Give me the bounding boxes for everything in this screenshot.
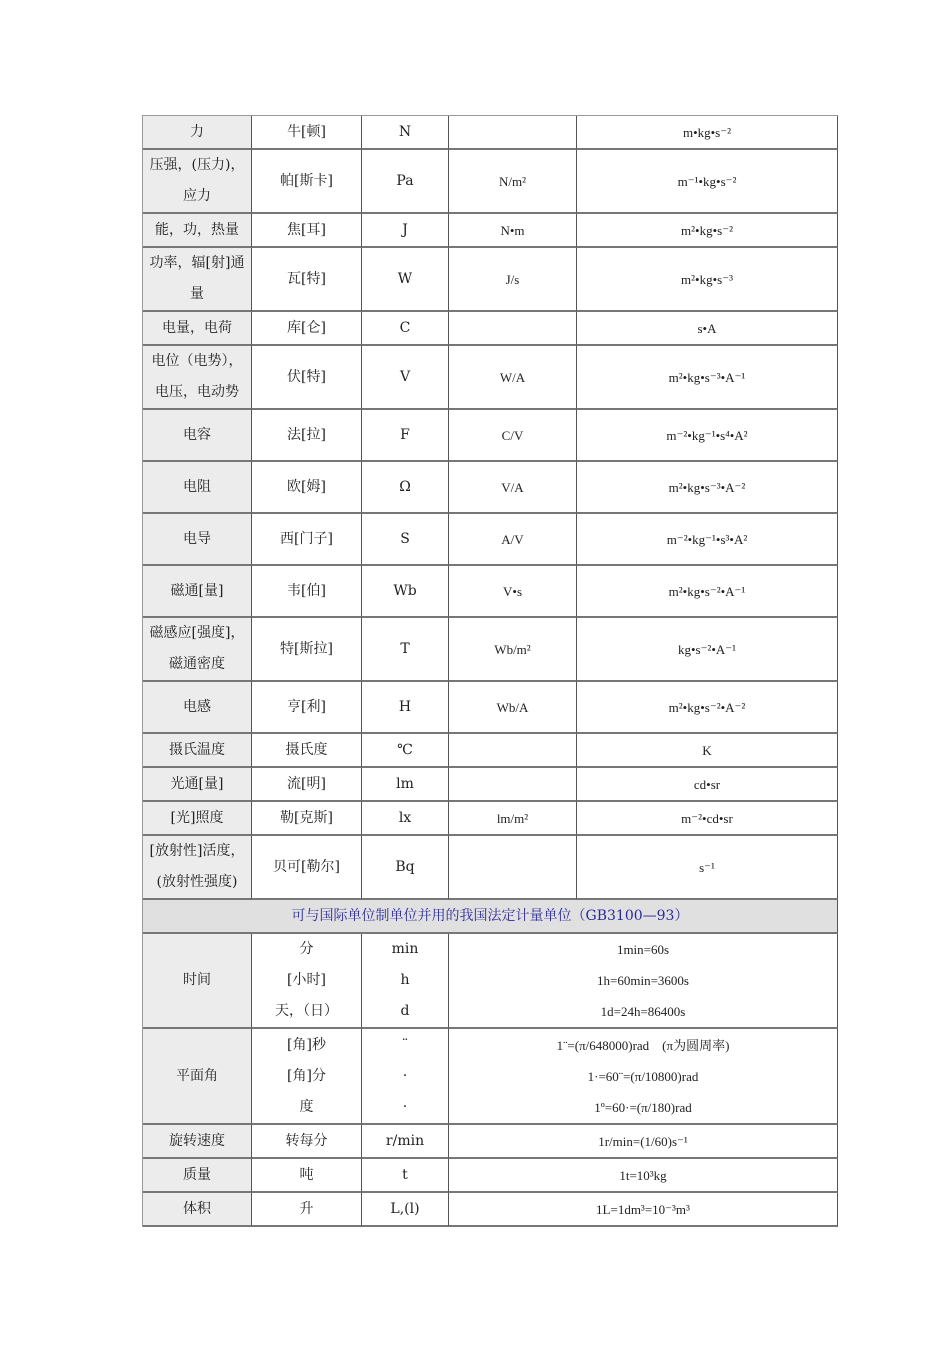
table-row	[143, 734, 838, 768]
unit-name	[252, 1029, 362, 1125]
base-unit-expression: m⁻²•kg⁻¹•s³•A²	[577, 514, 838, 566]
unit-symbol: V	[362, 346, 449, 410]
unit-symbol	[362, 934, 449, 1029]
table-row	[143, 768, 838, 802]
unit-symbol: S	[362, 514, 449, 566]
unit-name-line: 分	[299, 941, 314, 957]
unit-name: 摄氏度	[252, 734, 362, 768]
quantity-name: 电阻	[143, 462, 252, 514]
quantity-name: 摄氏温度	[143, 734, 252, 768]
unit-symbol: ℃	[362, 734, 449, 768]
base-unit-expression: m²•kg•s⁻³	[577, 248, 838, 312]
unit-name-line: 吨	[299, 1166, 314, 1183]
base-unit-expression: K	[577, 734, 838, 768]
unit-symbol-line: ·	[402, 1098, 408, 1115]
other-si-expression	[449, 312, 577, 346]
unit-name-line: [角]秒	[287, 1036, 326, 1053]
base-unit-expression: m•kg•s⁻²	[577, 116, 838, 150]
base-unit-expression: s•A	[577, 312, 838, 346]
unit-name: 伏[特]	[252, 346, 362, 410]
unit-relation-line: 1¨=(π/648000)rad (π为圆周率)	[556, 1037, 730, 1053]
table-row	[143, 618, 838, 682]
unit-symbol-line: d	[400, 1003, 410, 1019]
quantity-name: 体积	[143, 1193, 252, 1227]
unit-name-line: 度	[299, 1098, 314, 1115]
other-si-expression: Wb/m²	[449, 618, 577, 682]
unit-symbol: Ω	[362, 462, 449, 514]
quantity-name: 电量，电荷	[143, 312, 252, 346]
unit-relation	[449, 1125, 838, 1159]
other-si-expression: V/A	[449, 462, 577, 514]
quantity-name: 电容	[143, 410, 252, 462]
quantity-name: 压强，(压力)，应力	[143, 150, 252, 214]
table-row	[143, 802, 838, 836]
other-si-expression: A/V	[449, 514, 577, 566]
quantity-name: 磁通[量]	[143, 566, 252, 618]
unit-name	[252, 934, 362, 1029]
unit-symbol	[362, 1159, 449, 1193]
table-row	[143, 312, 838, 346]
unit-relation-line: 1d=24h=86400s	[600, 1004, 686, 1019]
unit-name: 特[斯拉]	[252, 618, 362, 682]
unit-symbol	[362, 1029, 449, 1125]
base-unit-expression: cd•sr	[577, 768, 838, 802]
table-row	[143, 1125, 838, 1159]
section-title: 可与国际单位制单位并用的我国法定计量单位（GB3100—93）	[143, 900, 838, 934]
unit-name: 瓦[特]	[252, 248, 362, 312]
quantity-name: 电位（电势），电压，电动势	[143, 346, 252, 410]
table-row	[143, 1029, 838, 1125]
section-header-row	[143, 900, 838, 934]
unit-name: 帕[斯卡]	[252, 150, 362, 214]
table-row	[143, 836, 838, 900]
other-si-expression	[449, 734, 577, 768]
unit-symbol-line: h	[400, 972, 410, 988]
unit-symbol-line: ¨	[401, 1036, 409, 1053]
unit-name: 欧[姆]	[252, 462, 362, 514]
quantity-name: 旋转速度	[143, 1125, 252, 1159]
quantity-name: 质量	[143, 1159, 252, 1193]
base-unit-expression: m²•kg•s⁻³•A⁻²	[577, 462, 838, 514]
unit-relation-line: 1h=60min=3600s	[597, 973, 689, 988]
unit-name: 贝可[勒尔]	[252, 836, 362, 900]
unit-symbol: C	[362, 312, 449, 346]
other-si-expression: Wb/A	[449, 682, 577, 734]
units-table	[142, 115, 838, 1227]
quantity-name: 能，功，热量	[143, 214, 252, 248]
other-si-expression: J/s	[449, 248, 577, 312]
unit-relation-line: 1·=60¨=(π/10800)rad	[587, 1068, 699, 1084]
table-row	[143, 1193, 838, 1227]
unit-symbol: Bq	[362, 836, 449, 900]
other-si-expression: lm/m²	[449, 802, 577, 836]
table-row	[143, 1159, 838, 1193]
unit-relation	[449, 1159, 838, 1193]
quantity-name: [放射性]活度，(放射性强度)	[143, 836, 252, 900]
unit-symbol-line: ·	[402, 1067, 408, 1084]
unit-relation	[449, 934, 838, 1029]
other-si-expression: N•m	[449, 214, 577, 248]
base-unit-expression: kg•s⁻²•A⁻¹	[577, 618, 838, 682]
table-row	[143, 150, 838, 214]
other-si-expression	[449, 116, 577, 150]
quantity-name: 电感	[143, 682, 252, 734]
unit-relation-line: 1t=10³kg	[619, 1167, 667, 1183]
unit-name: 牛[顿]	[252, 116, 362, 150]
base-unit-expression: m⁻²•kg⁻¹•s⁴•A²	[577, 410, 838, 462]
table-row	[143, 682, 838, 734]
unit-name: 焦[耳]	[252, 214, 362, 248]
unit-name-line: 天，（日）	[275, 1003, 338, 1019]
unit-relation-line: 1r/min=(1/60)s⁻¹	[598, 1133, 688, 1149]
table-row	[143, 410, 838, 462]
table-row	[143, 214, 838, 248]
unit-name: 法[拉]	[252, 410, 362, 462]
base-unit-expression: m²•kg•s⁻²•A⁻¹	[577, 566, 838, 618]
unit-symbol	[362, 1193, 449, 1227]
unit-name: 库[仑]	[252, 312, 362, 346]
table-row	[143, 566, 838, 618]
unit-symbol: T	[362, 618, 449, 682]
unit-symbol: N	[362, 116, 449, 150]
table-row	[143, 116, 838, 150]
quantity-name: 时间	[143, 934, 252, 1029]
quantity-name: [光]照度	[143, 802, 252, 836]
table-row	[143, 462, 838, 514]
base-unit-expression: m²•kg•s⁻²	[577, 214, 838, 248]
table-row	[143, 514, 838, 566]
unit-name	[252, 1125, 362, 1159]
unit-name: 勒[克斯]	[252, 802, 362, 836]
quantity-name: 力	[143, 116, 252, 150]
unit-symbol: H	[362, 682, 449, 734]
unit-symbol-line: L,(l)	[390, 1200, 420, 1217]
other-si-expression: V•s	[449, 566, 577, 618]
quantity-name: 功率，辐[射]通量	[143, 248, 252, 312]
unit-symbol	[362, 1125, 449, 1159]
other-si-expression: C/V	[449, 410, 577, 462]
unit-name: 西[门子]	[252, 514, 362, 566]
unit-symbol: Wb	[362, 566, 449, 618]
unit-name: 韦[伯]	[252, 566, 362, 618]
unit-symbol: W	[362, 248, 449, 312]
base-unit-expression: m⁻¹•kg•s⁻²	[577, 150, 838, 214]
base-unit-expression: m²•kg•s⁻³•A⁻¹	[577, 346, 838, 410]
other-si-expression	[449, 836, 577, 900]
quantity-name: 平面角	[143, 1029, 252, 1125]
unit-relation-line: 1º=60·=(π/180)rad	[594, 1099, 692, 1115]
unit-symbol: J	[362, 214, 449, 248]
unit-symbol: Pa	[362, 150, 449, 214]
unit-relation	[449, 1193, 838, 1227]
quantity-name: 光通[量]	[143, 768, 252, 802]
base-unit-expression: m⁻²•cd•sr	[577, 802, 838, 836]
unit-name	[252, 1159, 362, 1193]
unit-name-line: 升	[299, 1200, 314, 1217]
other-si-expression: W/A	[449, 346, 577, 410]
quantity-name: 磁感应[强度]，磁通密度	[143, 618, 252, 682]
unit-name-line: [角]分	[287, 1067, 326, 1084]
other-si-expression	[449, 768, 577, 802]
unit-relation	[449, 1029, 838, 1125]
unit-relation-line: 1L=1dm³=10⁻³m³	[596, 1201, 690, 1217]
unit-name: 流[明]	[252, 768, 362, 802]
units-table-body	[143, 116, 838, 1227]
unit-symbol-line: t	[402, 1166, 408, 1183]
table-row	[143, 248, 838, 312]
unit-symbol: lm	[362, 768, 449, 802]
unit-symbol-line: r/min	[385, 1132, 425, 1149]
unit-name-line: 转每分	[285, 1132, 328, 1149]
table-row	[143, 346, 838, 410]
unit-name: 亨[利]	[252, 682, 362, 734]
base-unit-expression: s⁻¹	[577, 836, 838, 900]
unit-symbol: F	[362, 410, 449, 462]
other-si-expression: N/m²	[449, 150, 577, 214]
unit-symbol: lx	[362, 802, 449, 836]
quantity-name: 电导	[143, 514, 252, 566]
unit-name-line: [小时]	[287, 972, 326, 988]
table-row	[143, 934, 838, 1029]
base-unit-expression: m²•kg•s⁻²•A⁻²	[577, 682, 838, 734]
unit-symbol-line: min	[391, 941, 419, 957]
unit-relation-line: 1min=60s	[616, 942, 670, 957]
unit-name	[252, 1193, 362, 1227]
